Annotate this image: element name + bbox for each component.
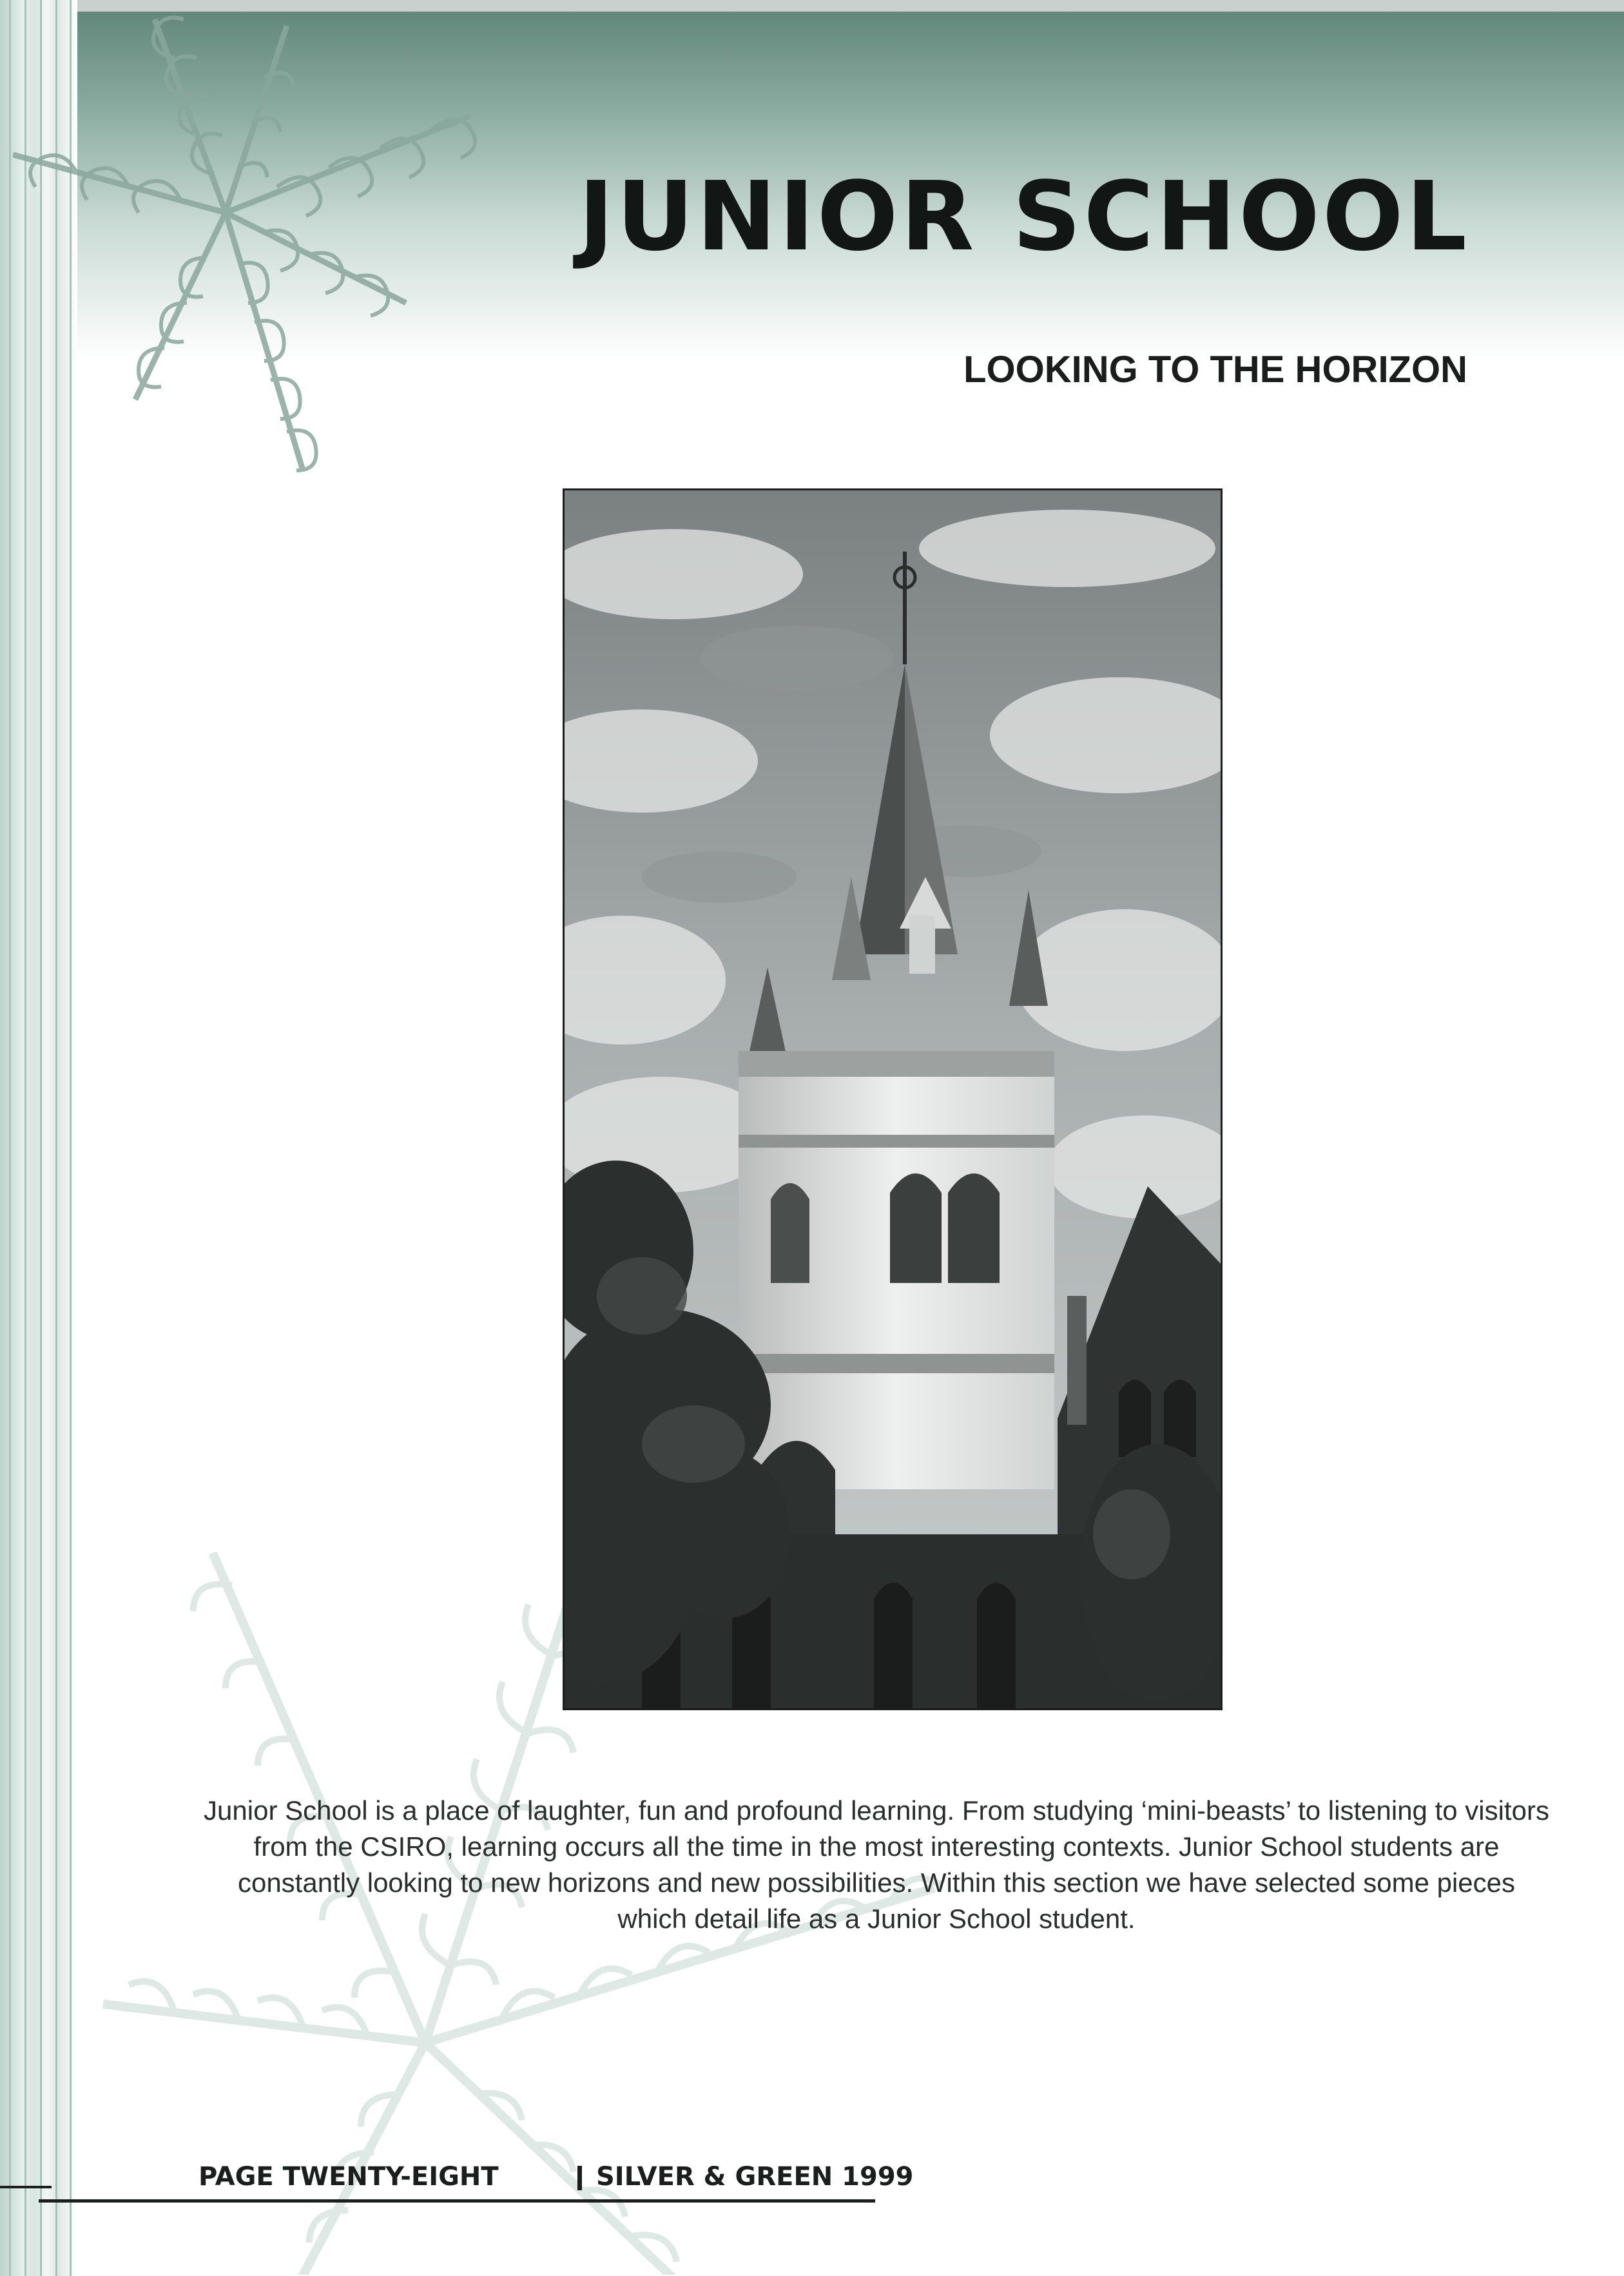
footer-rule xyxy=(39,2199,875,2203)
page-subtitle: LOOKING TO THE HORIZON xyxy=(963,349,1467,391)
footer-separator xyxy=(577,2166,582,2190)
page-title: JUNIOR SCHOOL xyxy=(578,161,1469,272)
footer-rule xyxy=(0,2186,52,2188)
intro-paragraph: Junior School is a place of laughter, fun and profound learning. From studying ‘mini-beasts’ to listening to visitors from the CSIRO, learning occurs all the time in the most interesting contexts. Junior School students are constantly looking to new horizons and new possibilities. Within this section we have selected some pieces which detail life as a Junior School student. xyxy=(204,1795,1549,1934)
page-number-label: PAGE TWENTY-EIGHT xyxy=(198,2162,499,2192)
fern-star-icon xyxy=(13,13,477,477)
spine-line xyxy=(9,0,11,2276)
gothic-tower-photo xyxy=(563,488,1223,1710)
top-edge-shadow xyxy=(0,0,1624,12)
publication-label: SILVER & GREEN 1999 xyxy=(596,2162,914,2192)
